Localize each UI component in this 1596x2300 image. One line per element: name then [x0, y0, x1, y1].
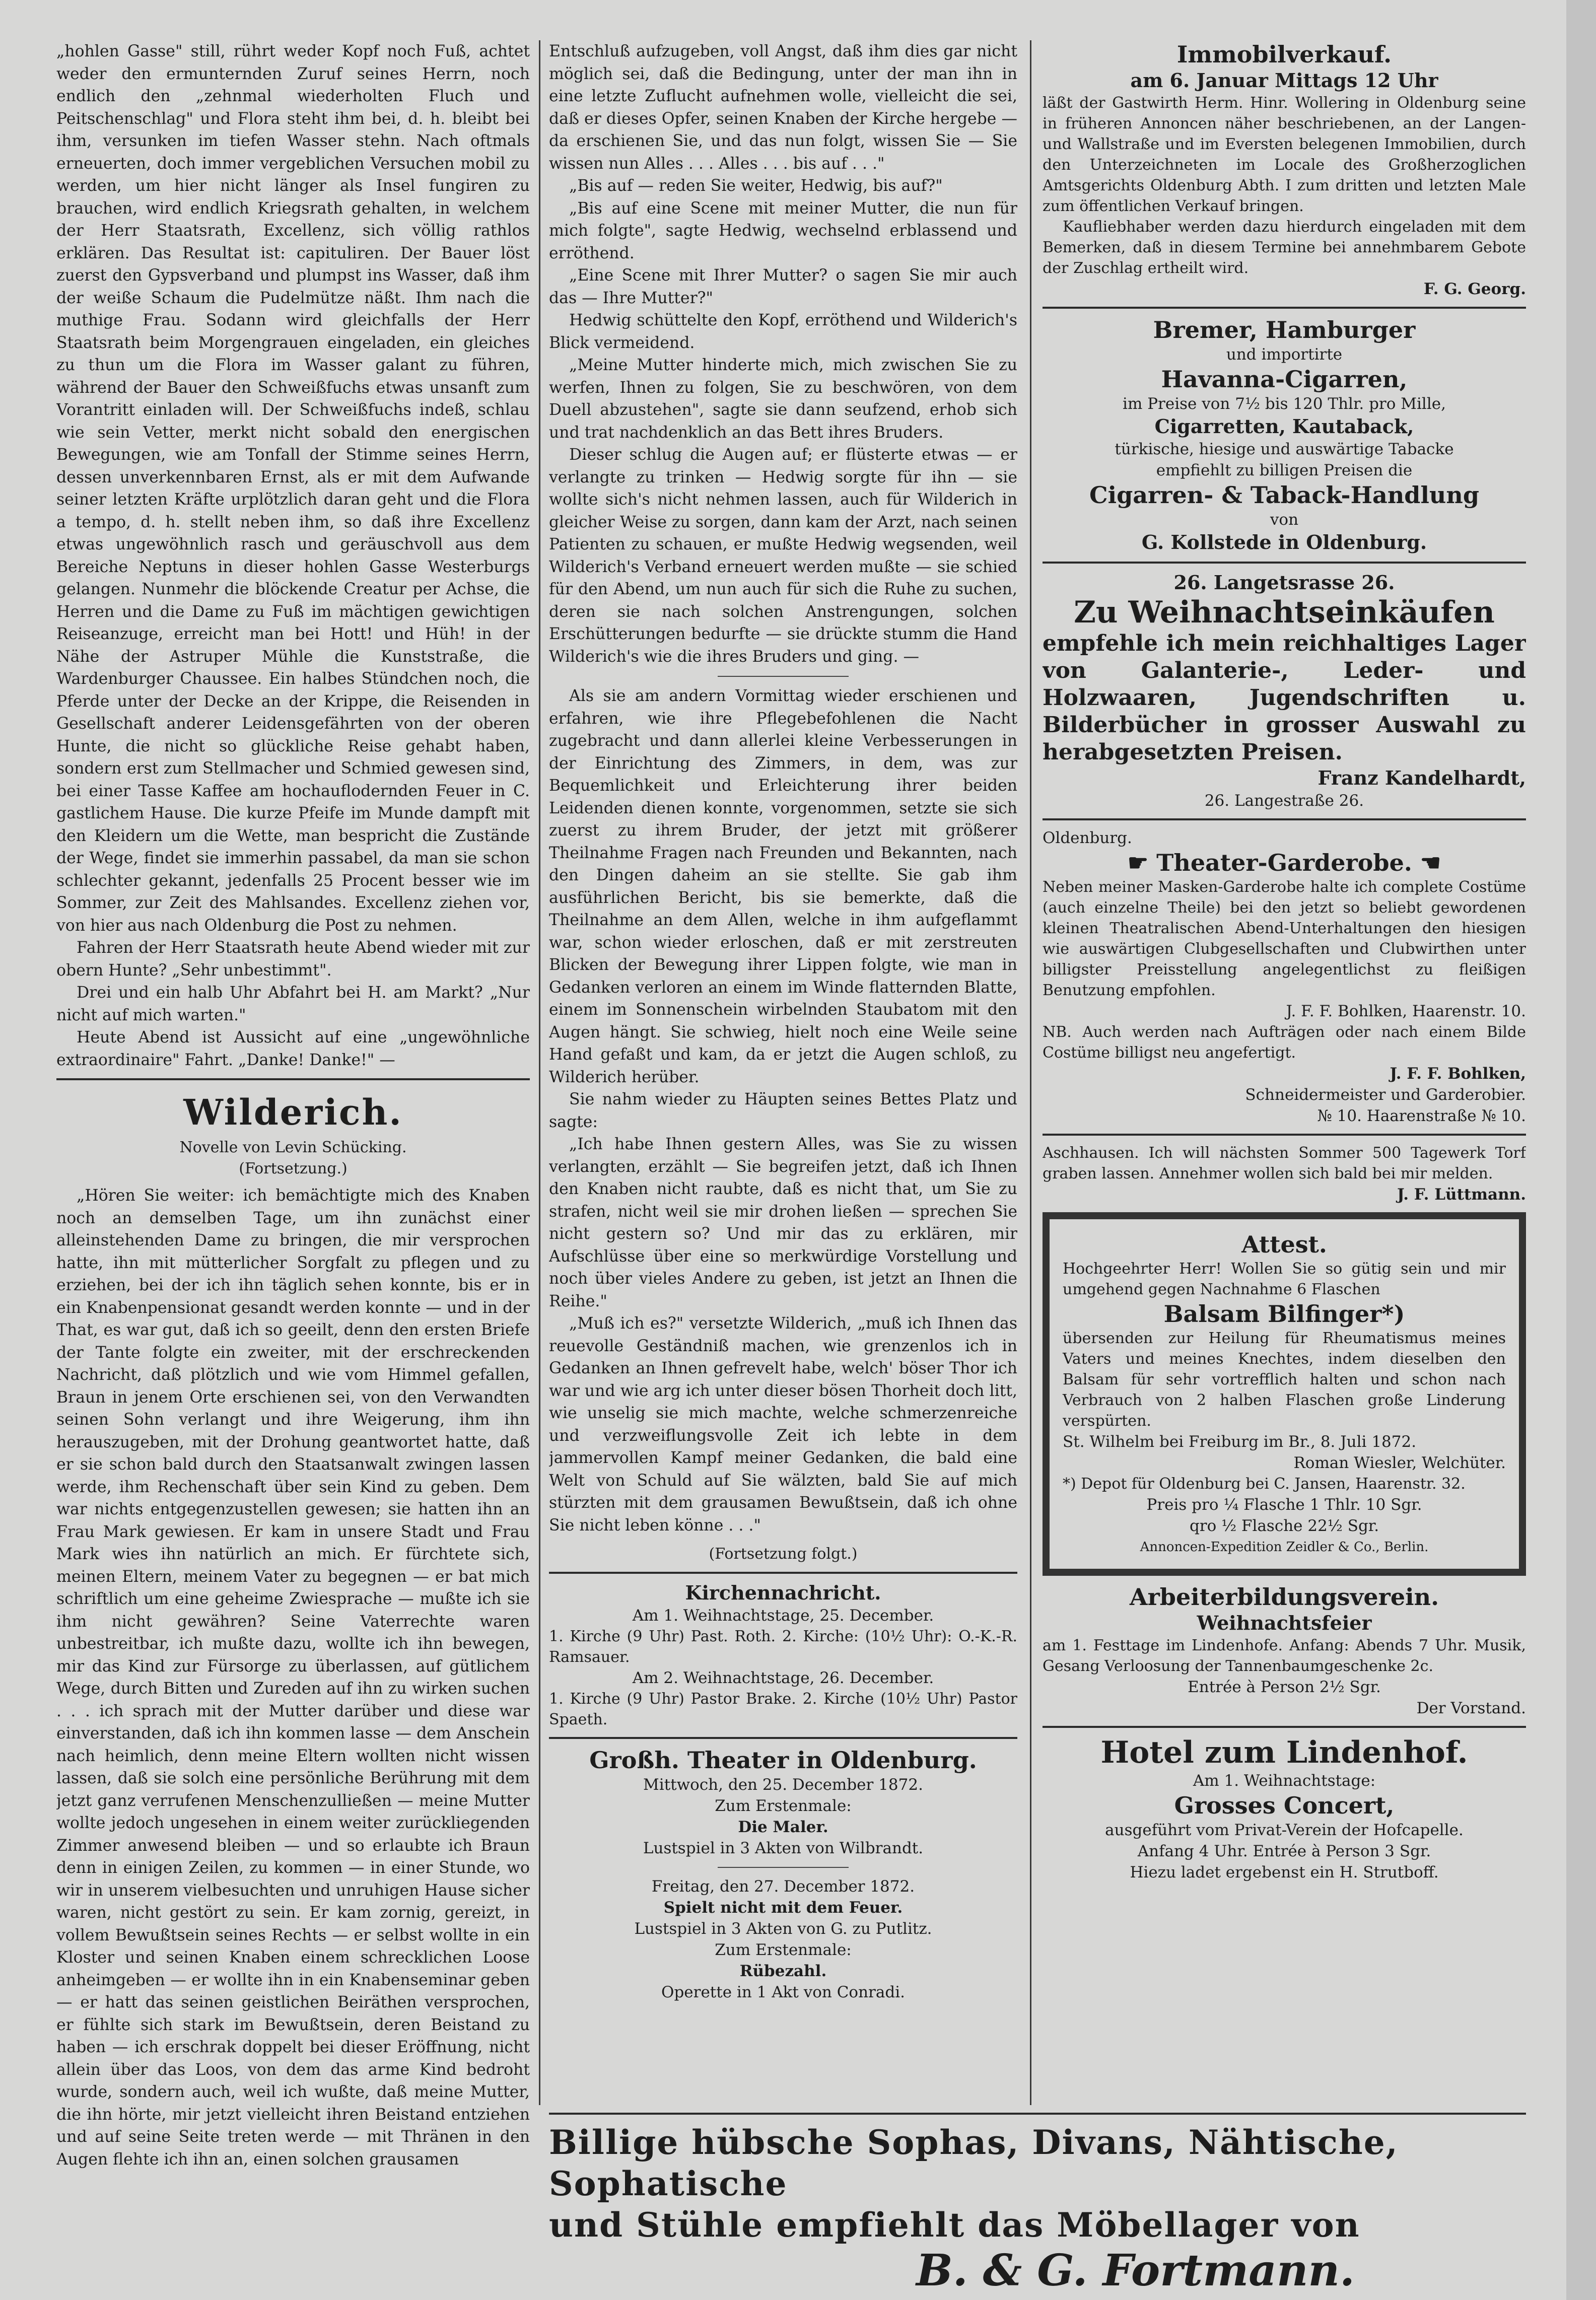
story-paragraph: „hohlen Gasse" still, rührt weder Kopf noch Fuß, achtet weder den ermunternden Zuruf seines Herrn, noch endlich den „zehnmal wiederholten Fluch und Peitschenschlag" und Flora steht ihm bei, d. h. bleibt bei ihm, versunken im tiefen Wasser stehn. Nach oftmals erneuerten, doch immer vergeblichen Versuchen mobil zu werden, um hier nicht länger als Insel fungiren zu brauchen, wird endlich Kriegsrath gehalten, in welchem der Herr Staatsrath, Excellenz, sich völlig rathlos erklären. Das Resultat ist: capituliren. Der Bauer löst zuerst den Gypsverband und plumpst ins Wasser, daß ihm der weiße Schaum die Pudelmütze näßt. Ihm nach die muthige Frau. Sodann wird gleichfalls der Herr Staatsrath beim Morgengrauen eingeladen, ein gleiches zu thun um die Flora im Wasser galant zu führen, während der Bauer den Schweißfuchs etwas unsanft zum Vorantritt einladen will. Der Schweißfuchs indeß, schlau wie sein Vetter, merkt nicht sobald den energischen Bewegungen, wie am Tonfall der Stimme seines Herrn, dessen unverkennbaren Ernst, als er mit dem Aufwande seiner letzten Kräfte urplötzlich daran geht und die Flora a tempo, d. h. stellt neben ihm, so daß ihre Excellenz etwas ungewöhnlich rasch und geräuschvoll aus dem Bereiche Neptuns in dieser hohlen Gasse Westerburgs gelangen. Nunmehr die blöckende Creatur per Achse, die Herren und die Dame zu Fuß im mächtigen gewichtigen Reiseanzuge, erreicht man bei Hott! und Hüh! in der Nähe der Astruper Mühle die Kunststraße, die Wardenburger Chaussee. Ein halbes Stündchen noch, die Pferde unter der Decke an der Krippe, die Reisenden in Gesellschaft anderer Leidensgefährten von der oberen Hunte, die nicht so glückliche Reise gehabt haben, sondern erst zum Stellmacher und Schmied gewesen sind, bei einer Tasse Kaffee am hochauflodernden Feuer in C. gastlichem Hause. Die kurze Pfeife im Munde dampft mit den Kleidern um die Wette, man bespricht die Zustände der Wege, findet sie immerhin passabel, da man sie schon schlechter gekannt, jedenfalls 25 Procent besser wie im Sommer, zur Zeit des Mahlsandes. Excellenz ziehen vor, von hier aus nach Oldenburg die Post zu nehmen.	[56, 42, 530, 935]
ad-signature: J. F. F. Bohlken, Haarenstr. 10.	[1286, 1002, 1526, 1020]
section-rule	[1043, 1134, 1526, 1136]
attest-ad	[1043, 1212, 1526, 1576]
theater-line: Lustspiel in 3 Akten von G. zu Putlitz.	[634, 1920, 932, 1938]
ad-line: Am 1. Weihnachtstage:	[1193, 1772, 1376, 1790]
ad-line: Hiezu ladet ergebenst ein H. Strutboff.	[1130, 1863, 1439, 1881]
ad-text: Neben meiner Masken-Garderobe halte ich complete Costüme (auch einzelne Theile) bei den jetzt so beliebt gewordenen kleinen Theatralischen Abend-Unterhaltungen den hiesigen wie auswärtigen Clubgesellschaften und Clubwirthen unter billigster Preisstellung angelegentlichst zu fleißigen Benutzung empfohlen.	[1043, 878, 1526, 999]
ad-title: Bremer, Hamburger	[1153, 316, 1416, 343]
novel-title: Wilderich.	[183, 1091, 403, 1133]
ad-line: und importirte	[1226, 345, 1343, 364]
section-rule	[549, 1737, 1017, 1739]
furniture-ad	[549, 2113, 1526, 2296]
ad-subtitle: am 6. Januar Mittags 12 Uhr	[1130, 69, 1438, 92]
ad-text: am 1. Festtage im Lindenhofe. Anfang: Abends 7 Uhr. Musik, Gesang Verloosung der Tannenbaumgeschenke 2c.	[1043, 1637, 1526, 1675]
pointing-hand-icon: ☚	[1412, 849, 1441, 876]
story-paragraph: Drei und ein halb Uhr Abfahrt bei H. am Markt? „Nur nicht auf mich warten."	[56, 984, 530, 1024]
ad-signature: Der Vorstand.	[1416, 1699, 1526, 1717]
ad-title-text: Theater-Garderobe.	[1156, 849, 1412, 876]
column-rule-2	[1030, 40, 1031, 2105]
novel-paragraph: Als sie am andern Vormittag wieder erschienen und erfahren, wie ihre Pflegebefohlenen die Nacht zugebracht und dann allerlei kleine Verbesserungen in der Einrichtung des Zimmers, in dem, was zur Bequemlichkeit und Erleichterung ihrer beiden Leidenden dienen konnte, vorgenommen, setzte sie sich zuerst zu ihrem Bruder, der jetzt mit größerer Theilnahme Fragen nach Freunden und Bekannten, nach den Dingen daheim an sie stellte. Sie gab ihm ausführlichen Bericht, bis sie bemerkte, daß die Theilnahme an dem Allen, welche in ihm aufgeflammt war, schon wieder erloschen, daß er mit zerstreuten Blicken der Bewegung ihrer Lippen folgte, wie man in Gedanken verloren an einem im Winde flatternden Blatte, einem im Sonnenschein wirbelnden Staubatom mit den Augen hängt. Sie schwieg, hielt noch eine Weile seine Hand gefaßt und kam, da er jetzt die Augen schloß, zu Wilderich herüber.	[549, 687, 1017, 1086]
novel-paragraph: „Bis auf — reden Sie weiter, Hedwig, bis auf?"	[569, 177, 943, 195]
novel-paragraph: „Muß ich es?" versetzte Wilderich, „muß ich Ihnen das reuevolle Geständniß machen, wie grenzenlos ich in Gedanken an Ihnen gefrevelt habe, welch' böser Thor ich war und wie arg ich unter dieser bösen Thorheit doch litt, wie unselig sie mich machte, welche schmerzenreiche und verzweiflungsvolle Zeit ich lebte in dem jammervollen Kampf meiner Gedanken, die bald eine Welt von Schuld auf Sie wälzten, bald Sie auf mich stürzten mit dem grausamen Bewußtsein, daß ich ohne Sie nicht leben könne . . ."	[549, 1314, 1017, 1535]
theater-title: Großh. Theater in Oldenburg.	[589, 1747, 977, 1774]
ad-text: übersenden zur Heilung für Rheumatismus meines Vaters und meines Knechtes, indem dieselben den Balsam für sehr vortrefflich halten und schon nach Verbrauch von 2 halben Flaschen große Linderung verspürten.	[1063, 1330, 1506, 1430]
theater-play: Spielt nicht mit dem Feuer.	[663, 1899, 903, 1917]
theater-play: Rübezahl.	[739, 1962, 827, 1980]
arbeiterbildungsverein-ad	[1043, 1583, 1526, 1719]
ad-text: Kaufliebhaber werden dazu hierdurch eingeladen mit dem Bemerken, daß in diesem Termine bei annehmbarem Gebote der Zuschlag ertheilt wird.	[1043, 218, 1526, 277]
ad-agency: Annoncen-Expedition Zeidler & Co., Berlin.	[1140, 1540, 1429, 1555]
column-right	[1043, 40, 1526, 2105]
ad-title: Arbeiterbildungsverein.	[1129, 1583, 1439, 1611]
ad-text: läßt der Gastwirth Herm. Hinr. Wollering in Oldenburg seine in früheren Annoncen näher beschriebenen, an der Langen- und Wallstraße und im Eversten belegenen Immobilien, durch den Unterzeichneten im Locale des Großherzoglichen Amtsgerichts Oldenburg Abth. I zum dritten und letzten Male zum öffentlichen Verkauf bringen.	[1043, 94, 1526, 215]
theater-notice	[549, 1746, 1017, 2003]
church-line: 1. Kirche (9 Uhr) Past. Roth. 2. Kirche: (10½ Uhr): O.-K.-R. Ramsauer.	[549, 1628, 1017, 1666]
ad-title: Zu Weihnachtseinkäufen	[1074, 595, 1495, 630]
christmas-shopping-ad	[1043, 571, 1526, 811]
ad-title	[1043, 849, 1526, 877]
church-notice	[549, 1581, 1017, 1730]
ad-text: Aschhausen. Ich will nächsten Sommer 500 Tagewerk Torf graben lassen. Annehmer wollen sich bald bei mir melden.	[1043, 1144, 1526, 1182]
novel-continued: (Fortsetzung.)	[239, 1160, 348, 1177]
ad-signature: J. F. F. Bohlken,	[1390, 1065, 1526, 1083]
ad-line: und Stühle empfiehlt das Möbellager von	[549, 2205, 1360, 2245]
section-rule	[1043, 818, 1526, 820]
ad-line: Billige hübsche Sophas, Divans, Nähtische, Sophatische	[549, 2123, 1399, 2203]
novel-paragraph: Hedwig schüttelte den Kopf, erröthend und Wilderich's Blick vermeidend.	[549, 311, 1017, 352]
ad-place: St. Wilhelm bei Freiburg im Br., 8. Juli 1872.	[1063, 1433, 1417, 1451]
ad-price: qro ½ Flasche 22½ Sgr.	[1189, 1517, 1379, 1535]
ad-title: Attest.	[1241, 1231, 1327, 1258]
pointing-hand-icon: ☛	[1127, 849, 1157, 876]
section-rule	[56, 1078, 530, 1080]
ad-text: Hochgeehrter Herr! Wollen Sie so gütig sein und mir umgehend gegen Nachnahme 6 Flaschen	[1063, 1260, 1506, 1298]
ad-signature: № 10. Haarenstraße № 10.	[1317, 1107, 1526, 1125]
section-rule	[1043, 1726, 1526, 1728]
ad-title: Hotel zum Lindenhof.	[1100, 1735, 1468, 1770]
theater-line: Zum Erstenmale:	[715, 1797, 852, 1815]
hotel-lindenhof-ad	[1043, 1735, 1526, 1883]
ad-signature: J. F. Lüttmann.	[1397, 1186, 1526, 1204]
ad-line: im Preise von 7½ bis 120 Thlr. pro Mille,	[1123, 395, 1446, 413]
ad-line: Anfang 4 Uhr. Entrée à Person 3 Sgr.	[1137, 1842, 1431, 1860]
ad-body: empfehle ich mein reichhaltiges Lager von Galanterie-, Leder- und Holzwaaren, Jugendschriften u. Bilderbücher in grosser Auswahl zu herabgesetzten Preisen.	[1043, 631, 1526, 765]
novel-paragraph: „Meine Mutter hinderte mich, mich zwischen Sie zu werfen, Ihnen zu folgen, Sie zu beschwören, von dem Duell abzustehen", sagte sie dann seufzend, erhob sich und trat nachdenklich an das Bett ihres Bruders.	[549, 356, 1017, 442]
theater-garderobe-ad	[1043, 827, 1526, 1127]
ad-address: 26. Langetsrasse 26.	[1173, 571, 1395, 594]
ad-signature: Schneidermeister und Garderobier.	[1245, 1086, 1526, 1104]
story-paragraph: Fahren der Herr Staatsrath heute Abend wieder mit zur obern Hunte? „Sehr unbestimmt".	[56, 939, 530, 980]
church-line: Am 2. Weihnachtstage, 26. December.	[632, 1669, 934, 1687]
ad-heading: Cigarretten, Kautaback,	[1154, 415, 1414, 438]
immobilverkauf-ad	[1043, 40, 1526, 300]
continued-note: (Fortsetzung folgt.)	[709, 1545, 858, 1563]
theater-line: Freitag, den 27. December 1872.	[651, 1877, 915, 1896]
ad-heading: Havanna-Cigarren,	[1161, 366, 1408, 393]
ad-signature: Roman Wiesler, Welchüter.	[1293, 1454, 1506, 1472]
section-rule	[1043, 562, 1526, 564]
church-title: Kirchennachricht.	[685, 1581, 881, 1604]
novel-paragraph: „Eine Scene mit Ihrer Mutter? o sagen Sie mir auch das — Ihre Mutter?"	[549, 266, 1017, 307]
ad-line: türkische, hiesige und auswärtige Tabacke	[1115, 440, 1454, 458]
ad-firm: Franz Kandelhardt,	[1317, 766, 1526, 789]
ad-heading: Cigarren- & Taback-Handlung	[1089, 481, 1479, 509]
theater-line: Lustspiel in 3 Akten von Wilbrandt.	[643, 1839, 924, 1857]
ad-signature: F. G. Georg.	[1423, 280, 1526, 298]
ad-place: Oldenburg.	[1043, 829, 1132, 847]
novel-paragraph: Sie nahm wieder zu Häupten seines Bettes Platz und sagte:	[549, 1090, 1017, 1131]
column-rule-1	[539, 40, 540, 2105]
ad-subtitle: Weihnachtsfeier	[1197, 1612, 1372, 1634]
church-line: Am 1. Weihnachtstage, 25. December.	[632, 1607, 934, 1625]
story-paragraph: Heute Abend ist Aussicht auf eine „ungewöhnliche extraordinaire" Fahrt. „Danke! Danke!" —	[56, 1028, 530, 1069]
ad-heading: Grosses Concert,	[1174, 1792, 1395, 1819]
ad-title: Immobilverkauf.	[1176, 41, 1392, 68]
ad-firm: G. Kollstede in Oldenburg.	[1141, 531, 1427, 553]
ad-product: Balsam Bilfinger*)	[1163, 1300, 1405, 1328]
novel-paragraph: „Bis auf eine Scene mit meiner Mutter, die nun für mich folgte", sagte Hedwig, wechselnd erblassend und erröthend.	[549, 199, 1017, 262]
theater-line: Zum Erstenmale:	[715, 1941, 852, 1959]
theater-line: Operette in 1 Akt von Conradi.	[661, 1983, 905, 2001]
ad-price: Preis pro ¼ Flasche 1 Thlr. 10 Sgr.	[1146, 1496, 1422, 1514]
scene-break	[718, 676, 849, 677]
ad-line: ausgeführt vom Privat-Verein der Hofcapelle.	[1105, 1821, 1464, 1839]
section-rule	[549, 2113, 1526, 2115]
ad-line: empfiehlt zu billigen Preisen die	[1156, 461, 1413, 479]
novel-paragraph: „Hören Sie weiter: ich bemächtigte mich des Knaben noch an demselben Tage, um ihn zunächst einer alleinstehenden Dame zu bringen, die mir versprochen hatte, ihn mit mütterlicher Sorgfalt zu pflegen und zu erziehen, bei der ich ihn täglich sehen konnte, bis er in ein Knabenpensionat gesandt werden konnte — und in der That, es war gut, daß ich so geeilt, denn den ersten Briefe der Tante folgte ein zweiter, mit der erschreckenden Nachricht, daß plötzlich und wie vom Himmel gefallen, Braun in jenem Orte erschienen sei, von den Verwandten seinen Sohn verlangt und ihre Weigerung, ihm ihn herauszugeben, mit der Drohung geantwortet hatte, daß er sie schon bald durch den Staatsanwalt zwingen lassen werde, ihm Rechenschaft über sein Kind zu geben. Dem war nichts entgegenzustellen gewesen; sie hatten ihn an Frau Mark gewiesen. Er kam in unsere Stadt und Frau Mark wies ihn natürlich an mich. Er fürchtete sich, meinen Eltern, meinem Vater zu begegnen — er bat mich schriftlich um eine geheime Zwiesprache — mußte ich sie ihm nicht gewähren? Seine Vaterrechte waren unbestreitbar, ich mußte dazu, wollte ich ihn bewegen, mir das Kind zur Fürsorge zu überlassen, auf gütlichem Wege, durch Bitten und Zureden auf ihn zu wirken suchen . . . ich sprach mit der Mutter darüber und diese war einverstanden, daß ich ihn kommen lasse — dem Anschein nach heimlich, denn meine Eltern wollten nicht wissen lassen, daß sie solch eine persönliche Berührung mit dem jetzt ganz verrufenen Menschenzulließen — meine Mutter wollte jedoch ungesehen in einem weiter zurückliegenden Zimmer anwesend bleiben — und so erlaubte ich Braun denn in einigen Zeilen, zu kommen — in einer Stunde, wo wir in unserem vielbesuchten und unruhigen Hause sicher waren, nicht gestört zu sein. Er kam zornig, gereizt, in vollem Bewußtsein seines Rechts — er selbst wollte in ein Kloster und seinen Knaben einem schrecklichen Loose anheimgeben — er wollte ihn in ein Knabenseminar geben — er hatt das seinen geistlichen Beiräthen versprochen, er fühlte sich stark im Bewußtsein, deren Beistand zu haben — ich erschrak doppelt bei dieser Eröffnung, nicht allein über das Loos, von dem das arme Kind bedroht wurde, sondern auch, weil ich wußte, daß meine Mutter, die ihn hörte, mir jetzt vielleicht ihren Beistand entziehen und auf seine Seite treten werde — mit Thränen in den Augen flehte ich ihn an, einen solchen grausamen	[56, 1187, 530, 2169]
section-rule	[1043, 307, 1526, 309]
theater-play: Die Maler.	[738, 1818, 828, 1836]
ad-text: NB. Auch werden nach Aufträgen oder nach einem Bilde Costüme billigst neu angefertigt.	[1043, 1023, 1526, 1062]
column-left	[56, 40, 530, 2291]
ad-depot: *) Depot für Oldenburg bei C. Jansen, Haarenstr. 32.	[1063, 1475, 1466, 1493]
church-line: 1. Kirche (9 Uhr) Pastor Brake. 2. Kirche (10½ Uhr) Pastor Spaeth.	[549, 1690, 1017, 1728]
ad-address: 26. Langestraße 26.	[1204, 792, 1364, 810]
ad-price: Entrée à Person 2½ Sgr.	[1188, 1678, 1381, 1696]
divider	[718, 1867, 849, 1868]
theater-line: Mittwoch, den 25. December 1872.	[643, 1776, 923, 1794]
ad-line: von	[1270, 511, 1299, 529]
novel-paragraph: „Ich habe Ihnen gestern Alles, was Sie zu wissen verlangten, erzählt — Sie begreifen jetzt, daß ich Ihnen den Knaben nicht raubte, daß es nicht that, um Sie zu strafen, nicht weil sie mir drohen ließen — sprechen Sie nicht gestern so? Und mir das zu erklären, mir Aufschlüsse über eine so merkwürdige Vorstellung und noch über vieles Andere zu geben, ist jetzt an Ihnen die Reihe."	[549, 1135, 1017, 1310]
novel-paragraph: Dieser schlug die Augen auf; er flüsterte etwas — er verlangte zu trinken — Hedwig sorgte für ihn — sie wollte sich's nicht nehmen lassen, auch für Wilderich in gleicher Weise zu sorgen, dann kam der Arzt, nach seinen Patienten zu schauen, er mußte Hedwig wegsenden, weil Wilderich's Verband erneuert werden mußte — sie schied für den Abend, um nun auch für sich die Ruhe zu suchen, deren sie nach solchen Anstrengungen, solchen Erschütterungen bedurfte — sie drückte stumm die Hand Wilderich's wie die ihres Bruders und ging. —	[549, 446, 1017, 666]
column-middle	[549, 40, 1017, 2105]
novel-paragraph: Entschluß aufzugeben, voll Angst, daß ihm dies gar nicht möglich sei, daß die Bedingung, unter der man ihn in eine letzte Zuflucht aufnehmen wolle, vielleicht die sei, daß er dieses Opfer, seinen Knaben der Kirche hergebe — da erschienen Sie, und das nun folgt, wissen Sie — Sie wissen nun Alles . . . Alles . . . bis auf . . ."	[549, 42, 1017, 173]
cigar-ad	[1043, 316, 1526, 554]
novel-byline: Novelle von Levin Schücking.	[179, 1139, 407, 1156]
torf-ad	[1043, 1143, 1526, 1205]
page-edge	[1566, 0, 1596, 2300]
section-rule	[549, 1572, 1017, 1574]
ad-firm: B. & G. Fortmann.	[916, 2245, 1355, 2296]
